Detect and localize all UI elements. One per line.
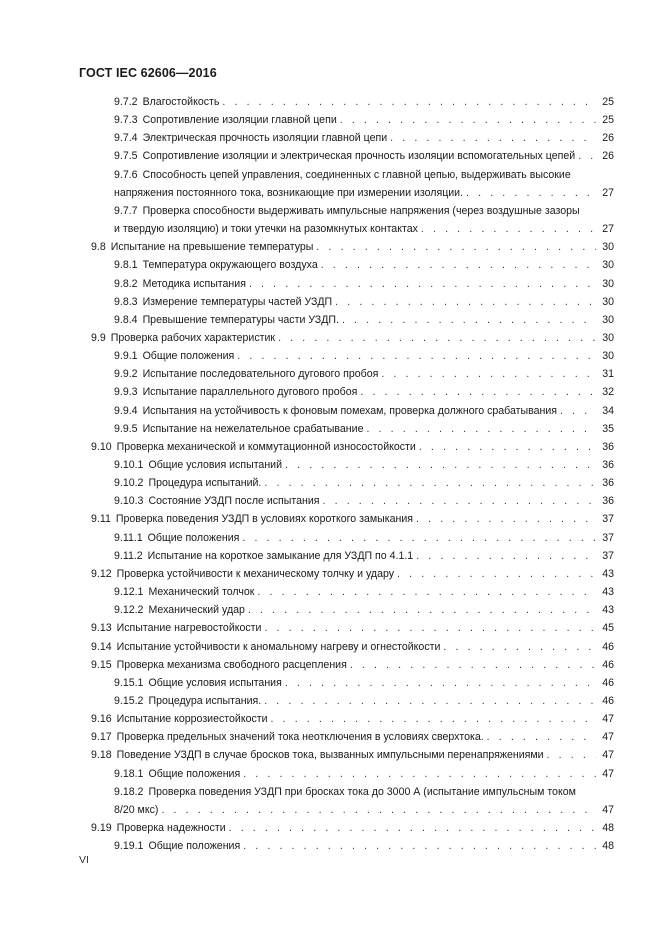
toc-entry-title: Общие положения <box>147 531 240 544</box>
toc-entry-number: 9.8.1 <box>114 259 138 272</box>
toc-entry-title: Испытание на превышение температуры <box>110 241 314 254</box>
toc-entry-page: 30 <box>602 295 614 308</box>
toc-entry-title: Испытание на короткое замыкание для УЗДП по 4.1.1 <box>147 549 414 562</box>
toc-entry <box>91 819 614 837</box>
toc-entry-continuation <box>114 220 614 238</box>
toc-entry-title-continued: напряжения постоянного тока, возникающие при измерении изоляции. <box>114 186 464 199</box>
leader-dots <box>350 656 596 674</box>
toc-entry-number: 9.12.2 <box>114 604 144 617</box>
toc-entry <box>114 456 614 474</box>
toc-entry-title: Испытание устойчивости к аномальному нагреву и огнестойкости <box>116 640 441 653</box>
toc-entry <box>91 619 614 637</box>
toc-entry <box>114 166 614 184</box>
toc-entry-page: 43 <box>602 586 614 599</box>
leader-dots <box>335 293 596 311</box>
toc-entry <box>114 674 614 692</box>
toc-entry-page: 37 <box>602 513 614 526</box>
leader-dots <box>360 383 596 401</box>
leader-dots <box>264 692 596 710</box>
toc-entry-number: 9.9 <box>91 331 106 344</box>
toc-entry-page: 43 <box>602 604 614 617</box>
leader-dots <box>390 129 596 147</box>
toc-entry-title: Способность цепей управления, соединенных с главной цепью, выдерживать высокие <box>142 168 571 181</box>
toc-entry <box>114 293 614 311</box>
toc-entry-page: 36 <box>602 459 614 471</box>
toc-entry-title: Проверка предельных значений тока неотключения в условиях сверхтока. <box>116 731 484 744</box>
toc-entry-page: 30 <box>602 277 614 290</box>
toc-entry-number: 9.8.2 <box>114 277 138 290</box>
toc-entry-page: 36 <box>602 477 614 490</box>
toc-entry-number: 9.17 <box>91 731 112 744</box>
document-header: ГОСТ IEC 62606—2016 <box>79 66 217 80</box>
toc-entry-number: 9.10.1 <box>114 459 144 471</box>
toc-entry <box>114 601 614 619</box>
toc-entry-title: Испытание последовательного дугового пробоя <box>142 368 379 381</box>
leader-dots <box>229 819 596 837</box>
toc-entry-number: 9.9.1 <box>114 350 138 363</box>
toc-entry-number: 9.18.1 <box>114 767 144 780</box>
toc-entry-page: 43 <box>602 567 614 580</box>
toc-entry <box>114 383 614 401</box>
toc-entry <box>91 565 614 583</box>
toc-entry-number: 9.18.2 <box>114 785 144 798</box>
toc-entry-number: 9.7.7 <box>114 204 138 217</box>
leader-dots <box>547 746 596 764</box>
toc-entry-page: 27 <box>602 223 614 236</box>
toc-entry-page: 30 <box>602 350 614 363</box>
leader-dots <box>419 438 596 456</box>
leader-dots <box>316 238 596 256</box>
toc-entry-number: 9.18 <box>91 749 112 762</box>
toc-entry-number: 9.9.5 <box>114 422 138 435</box>
toc-entry-number: 9.9.2 <box>114 368 138 381</box>
toc-entry <box>91 238 614 256</box>
toc-entry <box>114 365 614 383</box>
toc-entry-title: Механический удар <box>148 604 245 617</box>
leader-dots <box>487 728 596 746</box>
leader-dots <box>161 801 596 819</box>
toc-entry-page: 46 <box>602 658 614 671</box>
toc-entry <box>114 311 614 329</box>
toc-entry-title: Испытание коррозиестойкости <box>116 713 268 726</box>
toc-entry-page: 26 <box>602 132 614 145</box>
leader-dots <box>242 529 596 547</box>
toc-entry-page: 48 <box>602 840 614 853</box>
leader-dots <box>466 184 596 202</box>
toc-entry-continuation <box>114 184 614 202</box>
toc-entry-number: 9.7.5 <box>114 150 138 163</box>
toc-entry-title: Проверка механической и коммутационной износостойкости <box>116 440 416 453</box>
toc-entry-title: Методика испытания <box>142 277 246 290</box>
toc-entry-title: Измерение температуры частей УЗДП <box>142 295 333 308</box>
toc-entry-page: 47 <box>602 731 614 744</box>
toc-entry-page: 46 <box>602 694 614 707</box>
toc-entry-number: 9.10.2 <box>114 477 144 490</box>
toc-entry-number: 9.12 <box>91 567 112 580</box>
toc-entry <box>114 202 614 220</box>
toc-entry <box>114 147 614 165</box>
toc-entry <box>91 329 614 347</box>
toc-entry <box>114 275 614 293</box>
toc-entry-number: 9.8.3 <box>114 295 138 308</box>
toc-entry-title: Сопротивление изоляции главной цепи <box>142 114 337 127</box>
toc-entry-number: 9.7.2 <box>114 96 138 108</box>
toc-entry-number: 9.8 <box>91 241 106 254</box>
toc-entry-title: Общие положения <box>148 767 241 780</box>
leader-dots <box>285 674 596 692</box>
leader-dots <box>237 347 596 365</box>
toc-entry-page: 37 <box>602 531 614 544</box>
toc-entry-page: 30 <box>602 241 614 254</box>
toc-entry-number: 9.19.1 <box>114 840 144 853</box>
toc-entry <box>91 510 614 528</box>
toc-entry-number: 9.12.1 <box>114 586 144 599</box>
toc-entry-page: 32 <box>602 386 614 399</box>
leader-dots <box>264 619 596 637</box>
toc-entry-number: 9.9.3 <box>114 386 138 399</box>
leader-dots <box>257 583 596 601</box>
leader-dots <box>222 93 596 111</box>
toc-entry-number: 9.15 <box>91 658 112 671</box>
toc-entry <box>91 746 614 764</box>
toc-entry-title: Влагостойкость <box>142 96 220 108</box>
toc-entry-title: Испытание нагревостойкости <box>116 622 262 635</box>
toc-entry <box>114 93 614 111</box>
leader-dots <box>249 275 596 293</box>
toc-entry-page: 45 <box>602 622 614 635</box>
toc-entry-title: Процедура испытания. <box>148 694 262 707</box>
toc-entry-number: 9.10 <box>91 440 112 453</box>
toc-entry-title: Общие условия испытания <box>148 676 282 689</box>
toc-entry-title-continued: 8/20 мкс) <box>114 803 159 816</box>
toc-entry <box>114 347 614 365</box>
toc-entry-continuation <box>114 801 614 819</box>
leader-dots <box>248 601 596 619</box>
leader-dots <box>342 311 596 329</box>
toc-entry-page: 30 <box>602 259 614 272</box>
toc-entry-page: 46 <box>602 640 614 653</box>
toc-entry-page: 27 <box>602 186 614 199</box>
toc-entry-number: 9.10.3 <box>114 495 144 508</box>
toc-entry <box>114 256 614 274</box>
toc-entry-title: Температура окружающего воздуха <box>142 259 318 272</box>
leader-dots <box>278 329 596 347</box>
toc-entry-title: Сопротивление изоляции и электрическая прочность изоляции вспомогательных цепей <box>142 150 576 163</box>
page-number: VI <box>79 854 89 866</box>
toc-entry-page: 47 <box>602 803 614 816</box>
toc-entry <box>114 529 614 547</box>
toc-entry-title: Проверка рабочих характеристик <box>110 331 276 344</box>
toc-entry-title: Состояние УЗДП после испытания <box>148 495 320 508</box>
toc-entry <box>114 402 614 420</box>
toc-entry-title: Общие условия испытаний <box>148 459 283 471</box>
toc-entry-page: 37 <box>602 549 614 562</box>
toc-entry <box>91 656 614 674</box>
toc-entry <box>91 438 614 456</box>
toc-entry-title: Проверка поведения УЗДП при бросках тока до 3000 А (испытание импульсным током <box>148 785 576 798</box>
toc-entry-page: 25 <box>602 114 614 127</box>
toc-entry <box>114 837 614 855</box>
toc-entry-title: Электрическая прочность изоляции главной цепи <box>142 132 388 145</box>
toc-entry-number: 9.15.2 <box>114 694 144 707</box>
toc-entry-title: Проверка надежности <box>116 822 226 834</box>
leader-dots <box>243 837 596 855</box>
leader-dots <box>285 456 596 474</box>
toc-entry <box>114 129 614 147</box>
toc-entry-title: Проверка поведения УЗДП в условиях короткого замыкания <box>115 513 414 526</box>
toc-entry-number: 9.13 <box>91 622 112 635</box>
leader-dots <box>416 547 596 565</box>
toc-entry <box>114 547 614 565</box>
leader-dots <box>323 492 596 510</box>
toc-entry-page: 46 <box>602 676 614 689</box>
toc-entry <box>114 474 614 492</box>
toc-entry-title: Общие положения <box>142 350 235 363</box>
toc-entry-title: Проверка механизма свободного расцепления <box>116 658 347 671</box>
toc-entry <box>91 638 614 656</box>
toc-entry-title: Механический толчок <box>148 586 255 599</box>
toc-entry-title: Общие положения <box>148 840 241 853</box>
leader-dots <box>443 638 596 656</box>
leader-dots <box>264 474 596 492</box>
toc-entry <box>114 583 614 601</box>
leader-dots <box>416 510 596 528</box>
toc-entry-page: 35 <box>602 422 614 435</box>
toc-entry <box>114 492 614 510</box>
leader-dots <box>243 765 596 783</box>
toc-entry-number: 9.11.2 <box>114 549 143 562</box>
toc-entry-page: 34 <box>602 404 614 417</box>
toc-entry-number: 9.16 <box>91 713 112 726</box>
toc-entry-title: Проверка устойчивости к механическому толчку и удару <box>116 567 395 580</box>
toc-entry-number: 9.9.4 <box>114 404 138 417</box>
toc-entry-page: 47 <box>602 713 614 726</box>
toc-entry-title: Испытание на нежелательное срабатывание <box>142 422 364 435</box>
toc-entry-number: 9.11 <box>91 513 111 526</box>
toc-entry <box>114 692 614 710</box>
toc-entry-page: 47 <box>602 767 614 780</box>
toc-entry-number: 9.11.1 <box>114 531 143 544</box>
toc-entry-number: 9.7.3 <box>114 114 138 127</box>
leader-dots <box>366 420 596 438</box>
leader-dots <box>560 402 596 420</box>
toc-entry-title: Поведение УЗДП в случае бросков тока, вызванных импульсными перенапряжениями <box>116 749 544 762</box>
toc-entry <box>114 783 614 801</box>
leader-dots <box>381 365 596 383</box>
leader-dots <box>421 220 596 238</box>
toc-entry-number: 9.7.4 <box>114 132 138 145</box>
toc-entry <box>114 765 614 783</box>
toc-entry-page: 30 <box>602 313 614 326</box>
toc-entry-page: 36 <box>602 495 614 508</box>
toc-entry-number: 9.14 <box>91 640 112 653</box>
toc-entry-page: 31 <box>602 368 614 381</box>
toc-entry-page: 26 <box>602 150 614 163</box>
toc-entry-title-continued: и твердую изоляцию) и токи утечки на разомкнутых контактах <box>114 223 418 236</box>
toc-entry <box>114 420 614 438</box>
toc-entry-page: 30 <box>602 331 614 344</box>
toc-entry-number: 9.15.1 <box>114 676 144 689</box>
toc-entry-page: 25 <box>602 96 614 108</box>
leader-dots <box>397 565 596 583</box>
toc-entry-number: 9.7.6 <box>114 168 138 181</box>
toc-entry-page: 36 <box>602 440 614 453</box>
toc-entry-page: 47 <box>602 749 614 762</box>
leader-dots <box>271 710 596 728</box>
leader-dots <box>578 147 596 165</box>
toc-entry-number: 9.19 <box>91 822 112 834</box>
toc-entry-title: Проверка способности выдерживать импульсные напряжения (через воздушные зазоры <box>142 204 580 217</box>
toc-entry <box>114 111 614 129</box>
toc-entry-title: Превышение температуры части УЗДП. <box>142 313 339 326</box>
toc-entry-number: 9.8.4 <box>114 313 138 326</box>
toc-entry <box>91 710 614 728</box>
toc-entry-page: 48 <box>602 822 614 834</box>
toc-entry-title: Испытания на устойчивость к фоновым помехам, проверка должного срабатывания <box>142 404 558 417</box>
leader-dots <box>340 111 596 129</box>
leader-dots <box>321 256 596 274</box>
toc-entry-title: Испытание параллельного дугового пробоя <box>142 386 358 399</box>
toc-entry <box>91 728 614 746</box>
toc-entry-title: Процедура испытаний. <box>148 477 262 490</box>
